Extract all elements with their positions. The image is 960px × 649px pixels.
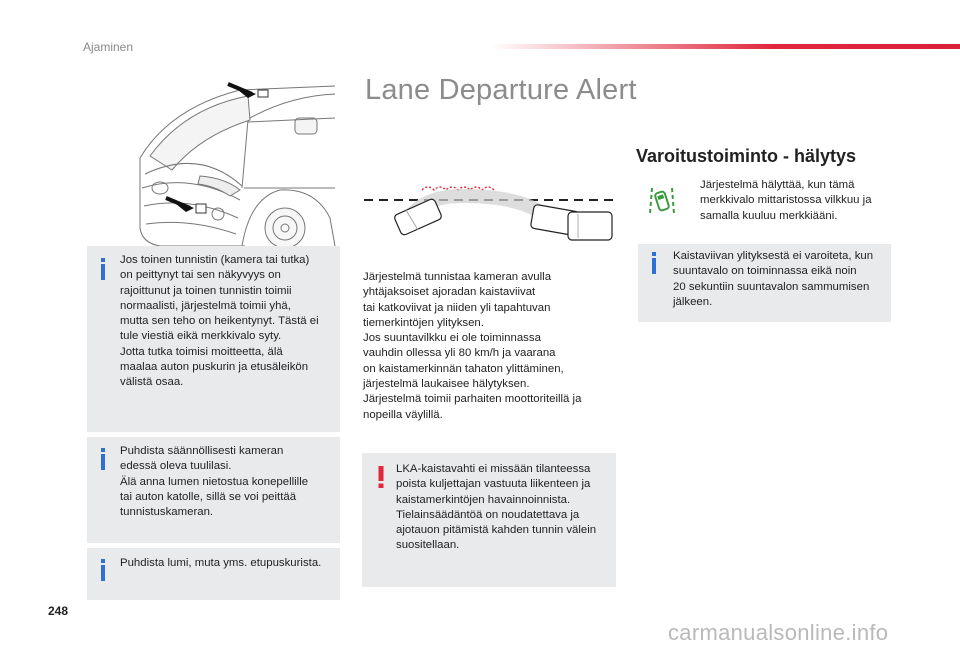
info-icon (96, 448, 110, 470)
note-text: Puhdista lumi, muta yms. etupuskurista. (120, 557, 322, 569)
page-title: Lane Departure Alert (365, 74, 637, 106)
note-box-windshield (87, 437, 340, 543)
info-icon (96, 559, 110, 581)
note-box-indicator (638, 244, 891, 322)
warning-function-heading: Varoitustoiminto - hälytys (636, 146, 857, 166)
note-box-bumper (87, 548, 340, 600)
header-accent-bar (490, 44, 960, 49)
van-camera-radar-illustration (130, 78, 342, 250)
warning-text: LKA-kaistavahti ei missään tilanteessa poista kuljettajan vastuuta liikenteen ja kaistamerkintöjen havainnoinnista. Tielainsäädäntöä on noudatettava ja ajotauon pitämistä kahden tunnin välein suositellaan. (396, 463, 597, 552)
note-text: Puhdista säännöllisesti kameran edessä oleva tuulilasi. Älä anna lumen nietostua konepellille tai auton katolle, sillä se voi peittää tunnistuskameran. (120, 445, 309, 519)
section-label: Ajaminen (83, 40, 134, 54)
warning-box (362, 453, 616, 587)
note-text: Kaistaviivan ylityksestä ei varoiteta, kun suuntavalo on toiminnassa eikä noin 20 sekuntiin suuntavalon sammumisen jälkeen. (673, 250, 874, 308)
warning-function-description: Järjestelmä hälyttää, kun tämä merkkivalo mittaristossa vilkkuu ja samalla kuuluu merkkiääni. (700, 179, 872, 222)
page-number: 248 (48, 604, 69, 618)
lane-departure-illustration (362, 182, 618, 252)
camera-marker (258, 90, 268, 97)
note-text: Jos toinen tunnistin (kamera tai tutka) on peittynyt tai sen näkyvyys on rajoittunut ja toinen tunnistin toimii normaalisti, järjestelmä toimii yhä, mutta sen teho on heikentynyt. Tästä ei tule viestiä eikä merkkivalo syty. Jotta tutka toimisi moitteetta, älä maalaa auton puskurin ja etusäleikön välistä osaa. (120, 254, 319, 389)
note-box-sensor (87, 246, 340, 432)
radar-marker (196, 204, 206, 213)
system-description: Järjestelmä tunnistaa kameran avulla yhtäjaksoiset ajoradan kaistaviivat tai katkoviivat ja niiden yli tapahtuvan tiemerkintöjen ylityksen. Jos suuntavilkku ei ole toiminnassa vauhdin ollessa yli 80 km/h ja vaarana on kaistamerkinnän tahaton ylittäminen, järjestelmä laukaisee hälytyksen. Järjestelmä toimii parhaiten moottoriteillä ja nopeilla väylillä. (363, 271, 582, 421)
watermark: carmanualsonline.info (668, 620, 889, 645)
info-icon (96, 258, 110, 280)
exclamation-icon (374, 466, 388, 488)
lane-departure-lamp-icon (648, 184, 676, 218)
info-icon (647, 252, 661, 274)
